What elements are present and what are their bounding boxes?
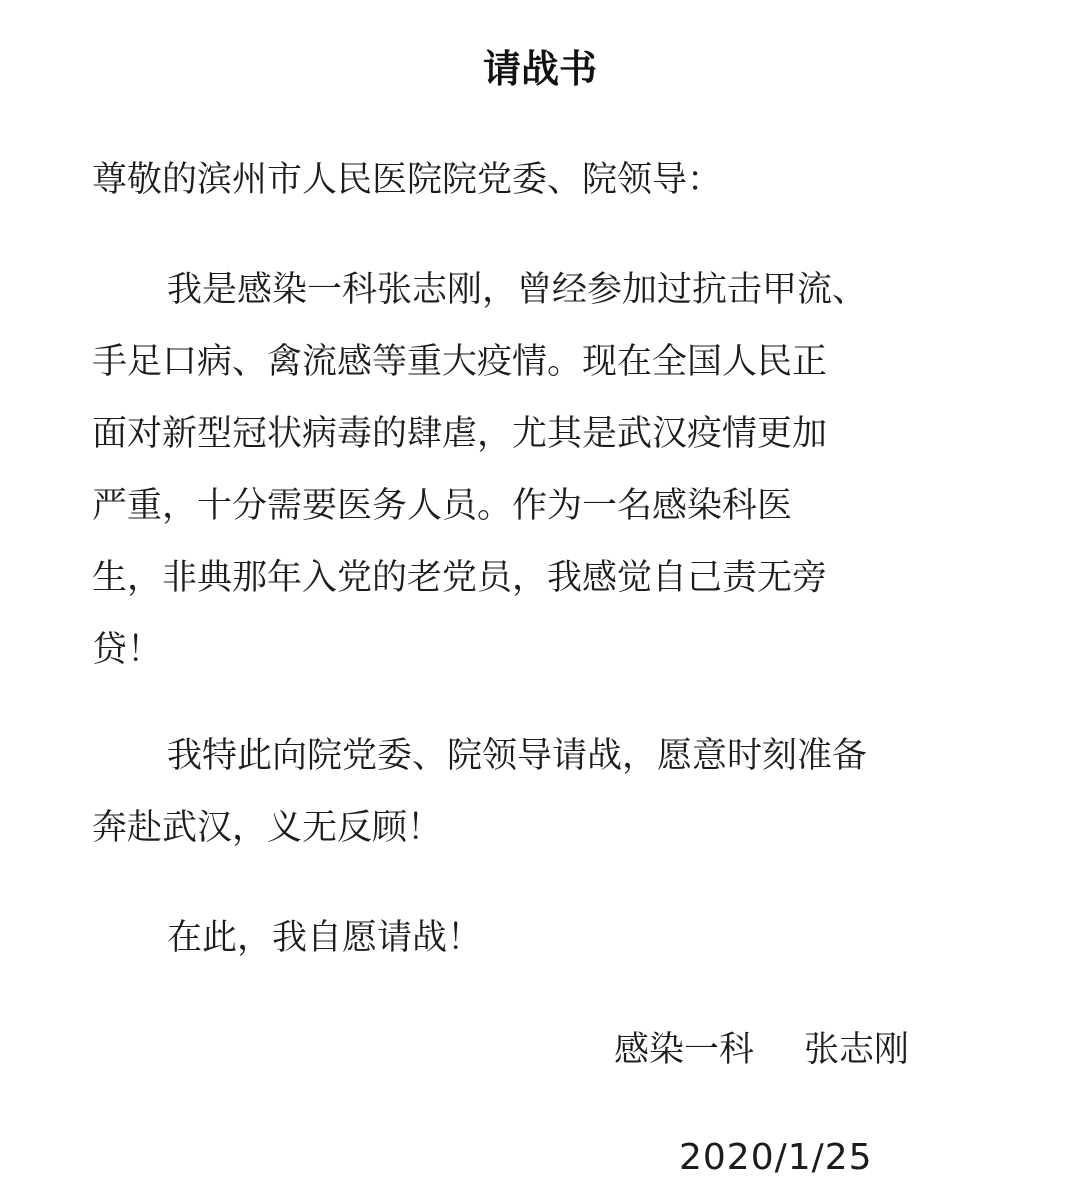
paragraph-1 [92,254,867,686]
paragraph-line: 严重，十分需要医务人员。作为一名感染科医 [92,486,793,526]
paragraph-line: 手足口病、禽流感等重大疫情。现在全国人民正 [92,342,828,382]
paragraph-line: 贷！ [92,630,163,670]
paragraph-line: 生，非典那年入党的老党员，我感觉自己责无旁 [92,558,828,598]
paragraph-line: 我特此向院党委、院领导请战，愿意时刻准备 [167,736,868,776]
signature-name: 张志刚 [804,1030,910,1070]
letter-date: 2020/1/25 [679,1137,873,1178]
paragraph-line: 在此，我自愿请战！ [167,918,483,958]
paragraph-line: 奔赴武汉，义无反顾！ [92,808,443,848]
paragraph-line: 面对新型冠状病毒的肆虐，尤其是武汉疫情更加 [92,414,828,454]
paragraph-2 [92,720,867,864]
document-title: 请战书 [482,47,597,91]
paragraph-3 [92,902,482,974]
signature-department: 感染一科 [614,1030,755,1070]
salutation: 尊敬的滨州市人民医院院党委、院领导： [92,160,723,200]
signature [614,1020,909,1080]
paragraph-line: 我是感染一科张志刚，曾经参加过抗击甲流、 [167,270,868,310]
